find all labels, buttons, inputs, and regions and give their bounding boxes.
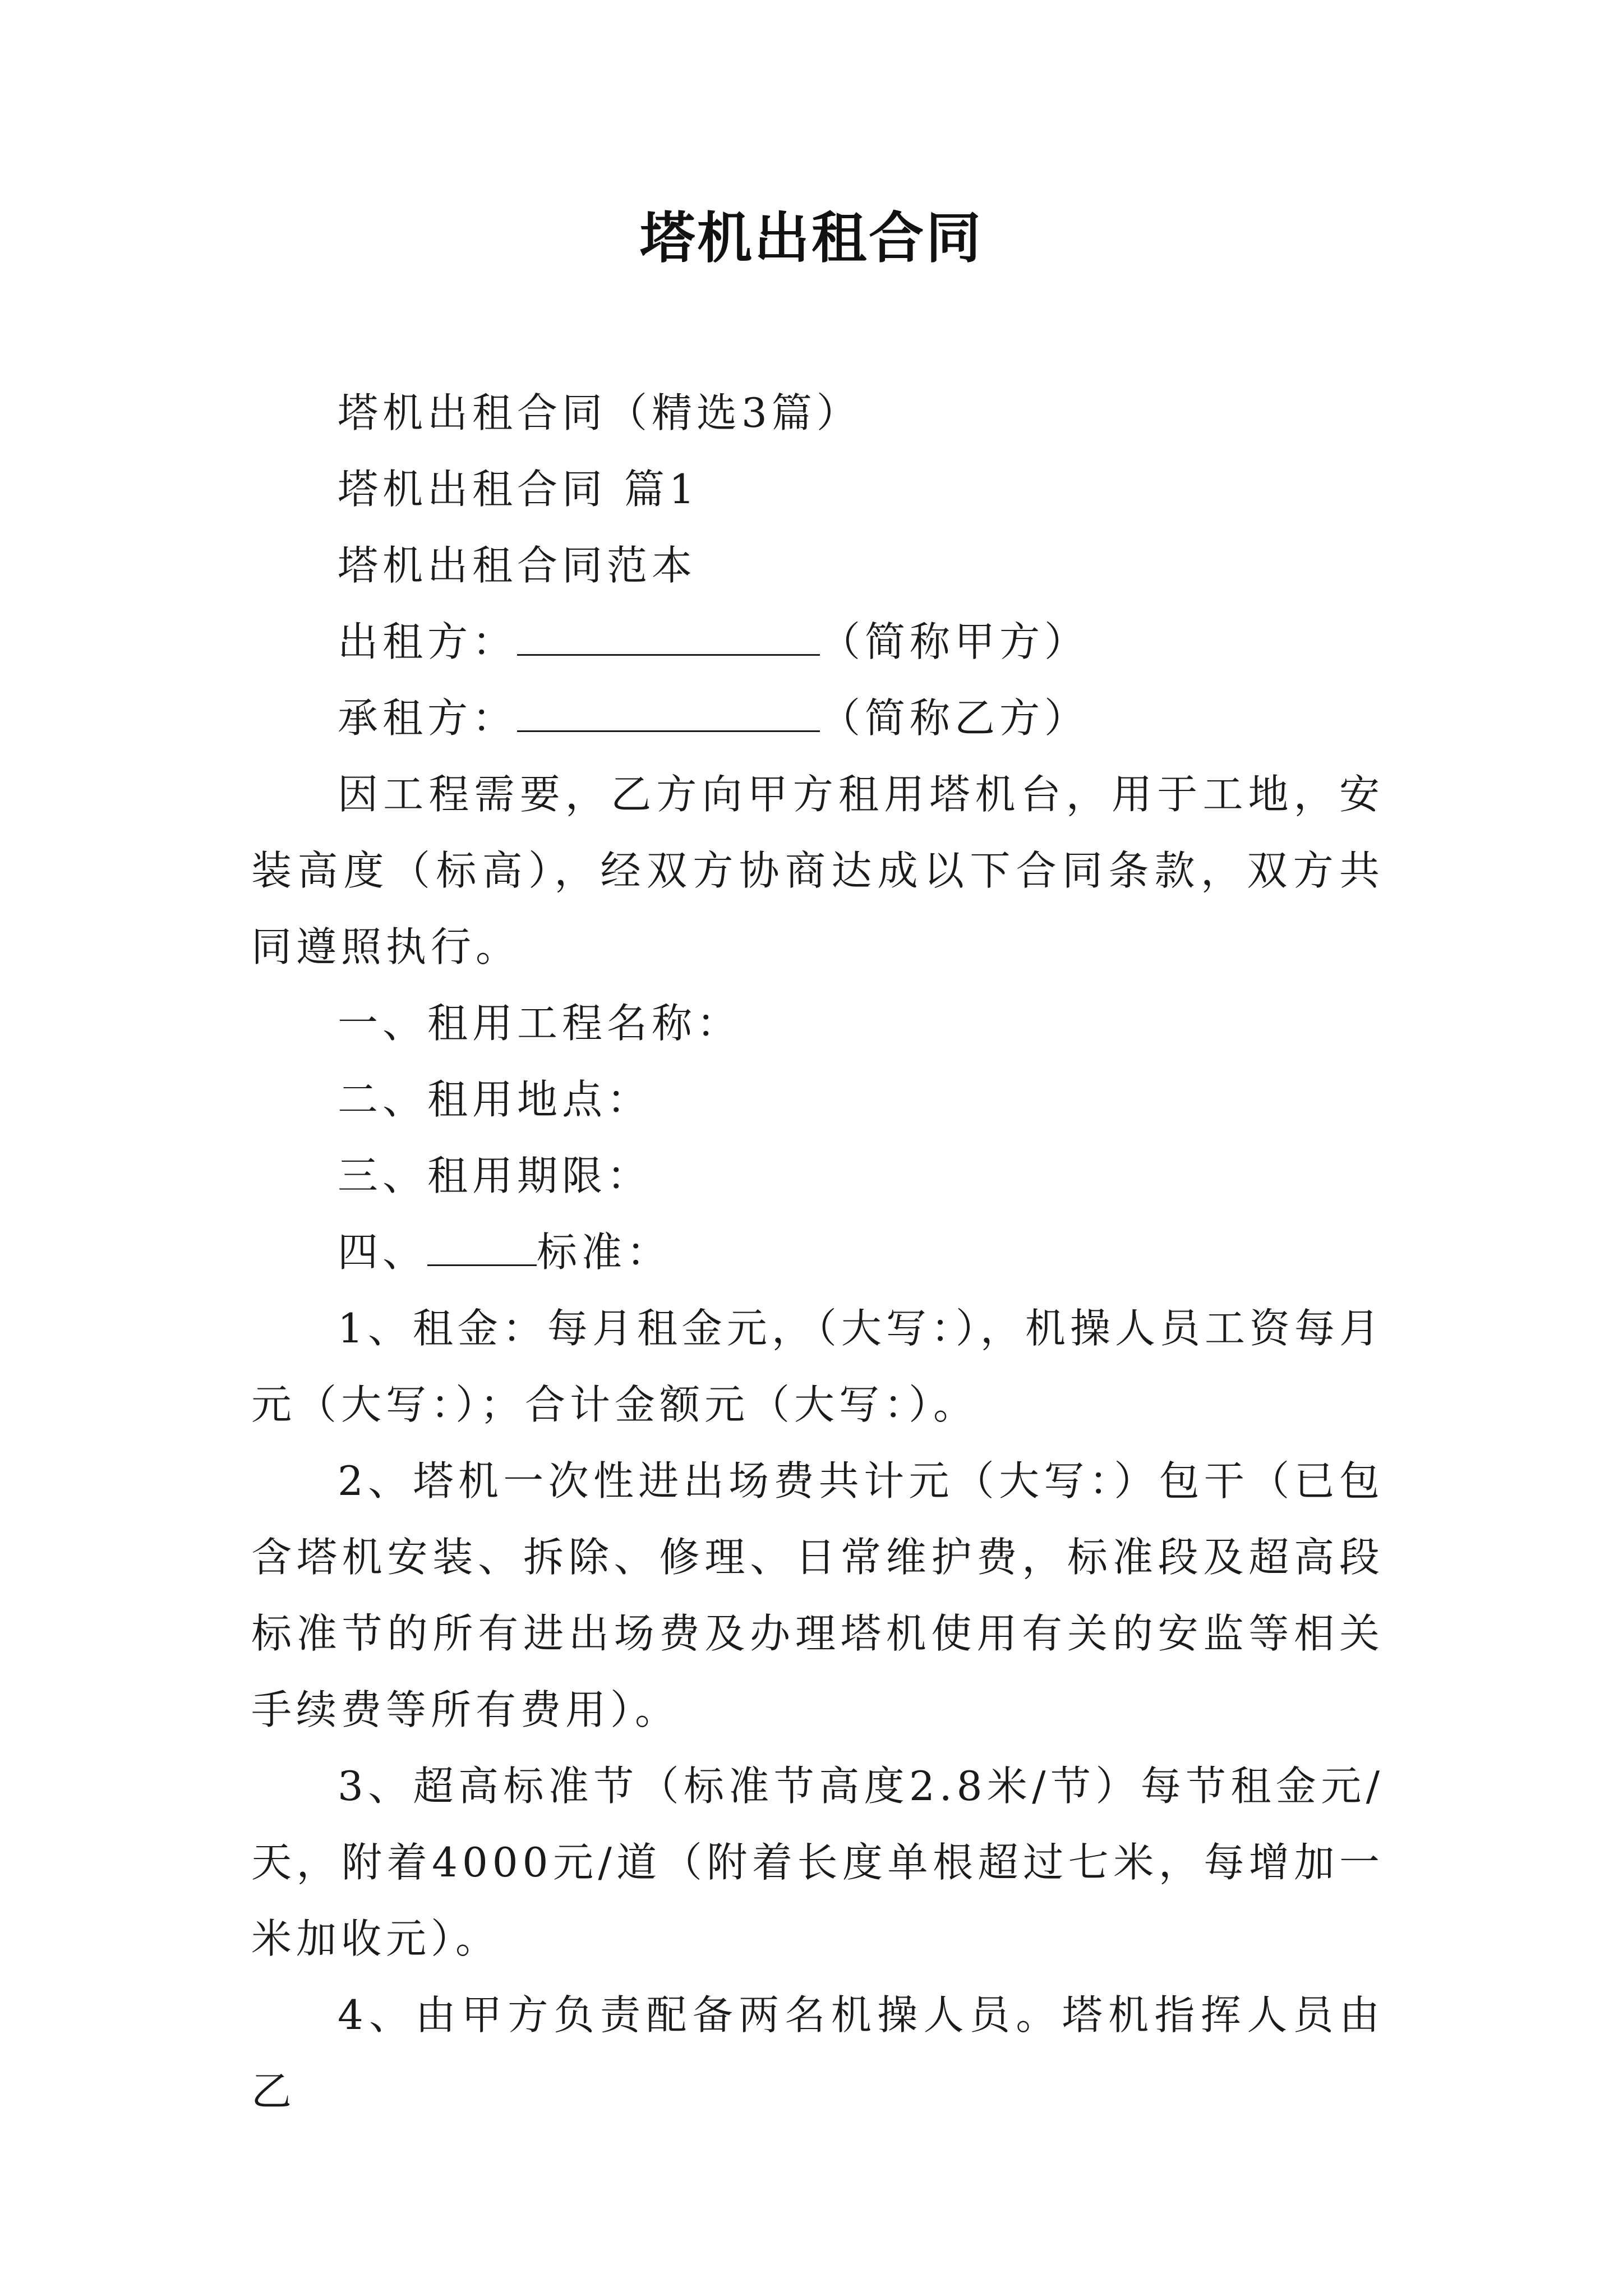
item-location: 二、租用地点： — [338, 1076, 652, 1123]
lessor-suffix: （简称甲方） — [820, 618, 1090, 665]
lessee-suffix: （简称乙方） — [820, 694, 1090, 742]
lessor-label: 出租方： — [338, 618, 518, 665]
standard-blank — [427, 1224, 537, 1266]
item-project-name: 一、租用工程名称： — [338, 1000, 742, 1047]
lessor-blank — [517, 614, 820, 656]
document-title: 塔机出租合同 — [639, 206, 983, 270]
lessor-line — [251, 604, 1384, 680]
lessee-line — [251, 680, 1384, 756]
lessee-label: 承租方： — [338, 694, 518, 742]
lessee-blank — [517, 690, 820, 732]
item-term: 三、租用期限： — [338, 1152, 652, 1199]
document-subtitle: 塔机出租合同（精选3篇） — [338, 389, 861, 436]
intro-paragraph: 因工程需要，乙方向甲方租用塔机台，用于工地，安装高度（标高），经双方协商达成以下合同条款，双方共同遵照执行。 — [251, 771, 1384, 970]
clause-extra-sections: 3、超高标准节（标准节高度2.8米/节）每节租金元/天，附着4000元/道（附着长度单根超过七米，每增加一米加收元）。 — [251, 1763, 1384, 1962]
item-standard-prefix: 四、 — [338, 1228, 428, 1276]
template-name: 塔机出租合同范本 — [338, 542, 697, 589]
clause-operators: 4、由甲方负责配备两名机操人员。塔机指挥人员由乙 — [251, 1991, 1384, 2115]
item-standard — [251, 1214, 1384, 1290]
clause-entry-exit-fee: 2、塔机一次性进出场费共计元（大写：）包干（已包含塔机安装、拆除、修理、日常维护费，标准段及超高段标准节的所有进出场费及办理塔机使用有关的安监等相关手续费等所有费用）。 — [251, 1457, 1384, 1733]
section-heading: 塔机出租合同 篇1 — [338, 466, 699, 513]
clause-rent: 1、租金：每月租金元，（大写：），机操人员工资每月元（大写：）；合计金额元（大写：）。 — [251, 1305, 1384, 1428]
document-body — [251, 375, 1384, 2129]
item-standard-suffix: 标准： — [537, 1228, 672, 1276]
